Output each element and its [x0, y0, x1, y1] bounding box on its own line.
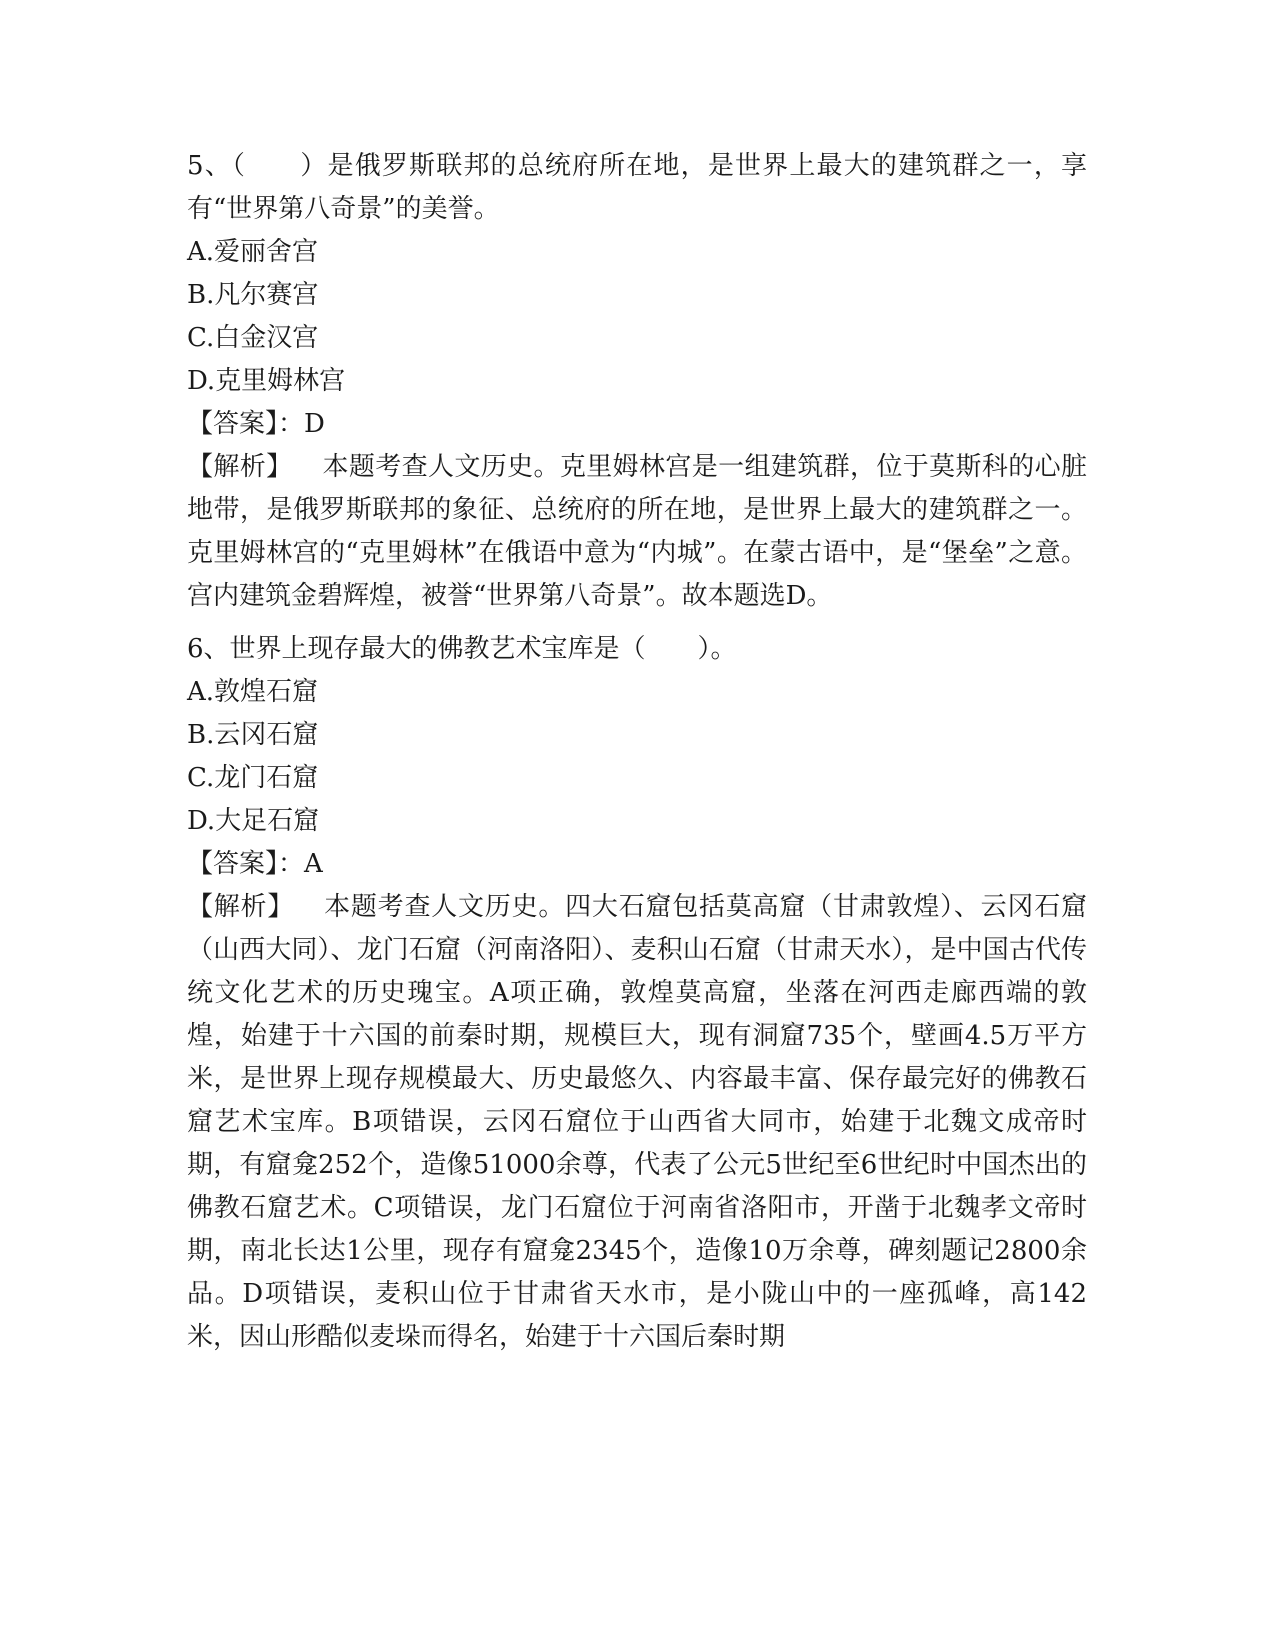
explanation — [187, 446, 1087, 618]
document-page — [187, 145, 1087, 1359]
explanation — [187, 886, 1087, 1359]
option-c: C.龙门石窟 — [187, 763, 319, 793]
explanation-label: 【解析】 — [187, 892, 295, 922]
option-d: D.克里姆林宫 — [187, 366, 346, 396]
option-b: B.云冈石窟 — [187, 720, 319, 750]
explanation-label: 【解析】 — [187, 452, 293, 482]
spacer — [187, 618, 1087, 628]
answer: 【答案】：D — [187, 409, 325, 439]
option-b: B.凡尔赛宫 — [187, 280, 319, 310]
option-d: D.大足石窟 — [187, 806, 320, 836]
question-stem: 5、（ ）是俄罗斯联邦的总统府所在地，是世界上最大的建筑群之一，享有“世界第八奇景”的美誉。 — [187, 151, 1087, 224]
question-5 — [187, 145, 1087, 618]
option-c: C.白金汉宫 — [187, 323, 319, 353]
question-6 — [187, 628, 1087, 1359]
answer: 【答案】：A — [187, 849, 323, 879]
question-stem: 6、世界上现存最大的佛教艺术宝库是（ ）。 — [187, 634, 737, 664]
explanation-text: 本题考查人文历史。克里姆林宫是一组建筑群，位于莫斯科的心脏地带，是俄罗斯联邦的象征、总统府的所在地，是世界上最大的建筑群之一。克里姆林宫的“克里姆林”在俄语中意为“内城”。在蒙古语中，是“堡垒”之意。宫内建筑金碧辉煌，被誉“世界第八奇景”。故本题选D。 — [187, 452, 1087, 611]
option-a: A.敦煌石窟 — [187, 677, 319, 707]
explanation-text: 本题考查人文历史。四大石窟包括莫高窟（甘肃敦煌）、云冈石窟（山西大同）、龙门石窟（河南洛阳）、麦积山石窟（甘肃天水），是中国古代传统文化艺术的历史瑰宝。A项正确，敦煌莫高窟，坐落在河西走廊西端的敦煌，始建于十六国的前秦时期，规模巨大，现有洞窟735个，壁画4.5万平方米，是世界上现存规模最大、历史最悠久、内容最丰富、保存最完好的佛教石窟艺术宝库。B项错误，云冈石窟位于山西省大同市，始建于北魏文成帝时期，有窟龛252个，造像51000余尊，代表了公元5世纪至6世纪时中国杰出的佛教石窟艺术。C项错误，龙门石窟位于河南省洛阳市，开凿于北魏孝文帝时期，南北长达1公里，现存有窟龛2345个，造像10万余尊，碑刻题记2800余品。D项错误，麦积山位于甘肃省天水市，是小陇山中的一座孤峰，高142米，因山形酷似麦垛而得名，始建于十六国后秦时期 — [187, 892, 1087, 1352]
option-a: A.爱丽舍宫 — [187, 237, 319, 267]
